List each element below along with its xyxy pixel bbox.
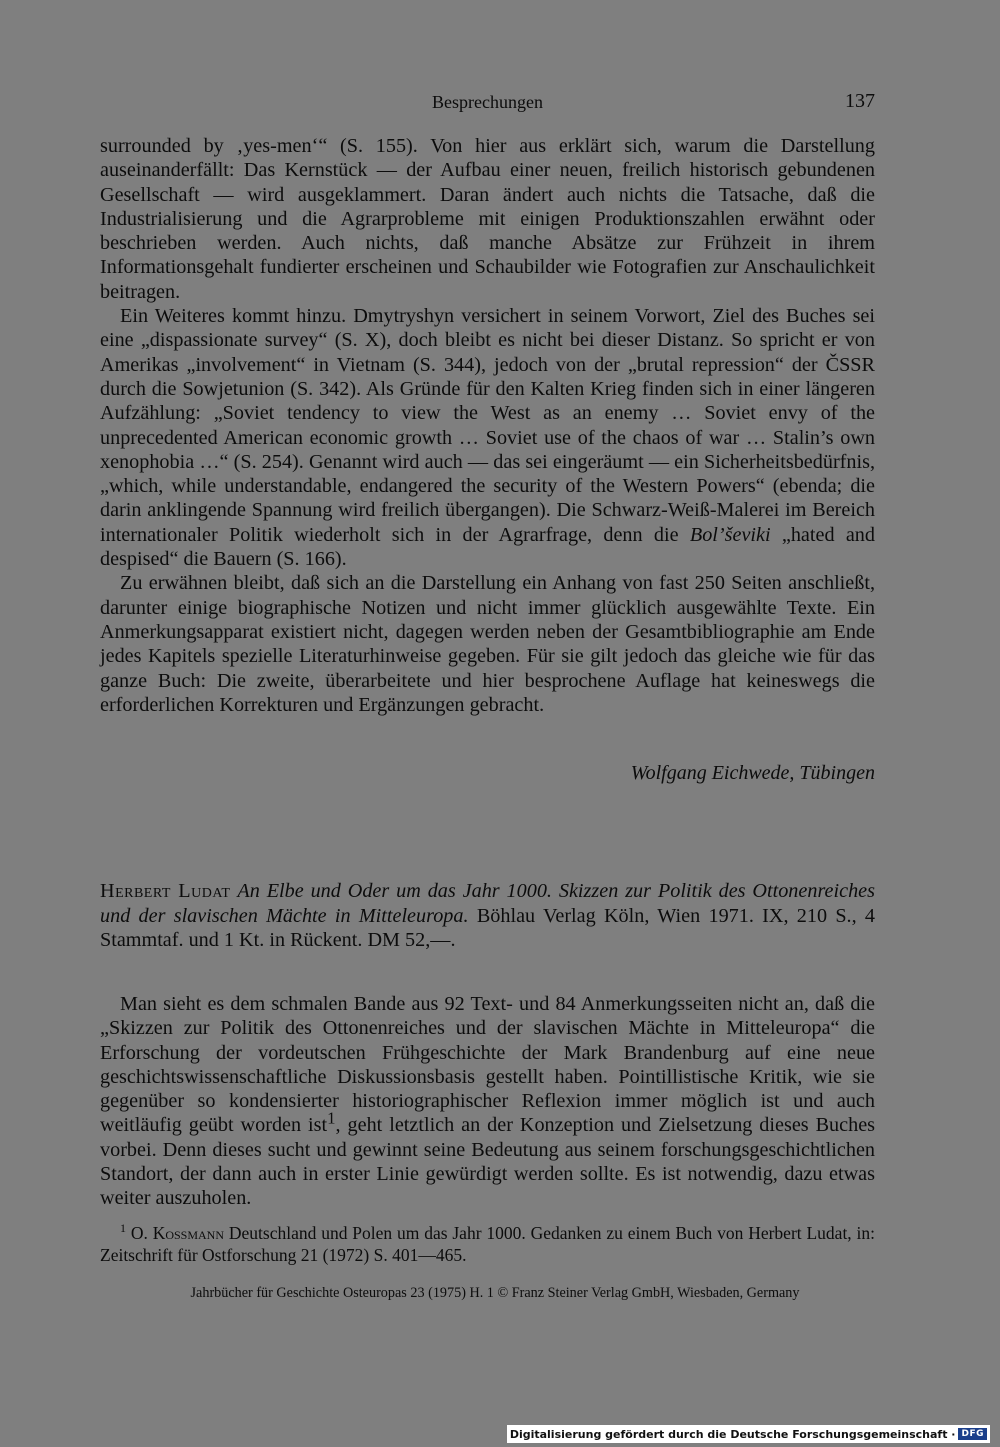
running-head: Besprechungen	[432, 92, 543, 112]
page-header	[100, 90, 875, 118]
review-1-body	[100, 134, 875, 717]
footnote-reference: 1	[327, 1108, 336, 1128]
footnote-author: O. Kossmann	[130, 1223, 225, 1243]
paragraph-text: Ein Weiteres kommt hinzu. Dmytryshyn versichert in seinem Vorwort, Ziel des Buches sei eine „dispassionate survey“ (S. X), doch bleibt es nicht bei dieser Distanz. So spricht er von Amerikas „involvement“ in Vietnam (S. 344), jedoch von der „brutal repression“ der ČSSR durch die Sowjetunion (S. 342). Als Gründe für den Kalten Krieg finden sich in einer längeren Aufzählung: „Soviet tendency to view the West as an enemy … Soviet envy of the unprecedented American economic growth … Soviet use of the chaos of war … Stalin’s own xenophobia …“ (S. 254). Genannt wird auch — das sei eingeräumt — ein Sicherheitsbedürfnis, „which, while understandable, endangered the security of the Western Powers“ (ebenda; die darin anklingende Spannung wird freilich übergangen). Die Schwarz-Weiß-Malerei im Bereich internationaler Politik wiederholt sich in der Agrarfrage, denn die	[100, 305, 875, 546]
review-1-paragraph-1: surrounded by ‚yes-men‘“ (S. 155). Von hier aus erklärt sich, warum die Darstellung auseinanderfällt: Das Kernstück — der Aufbau einer neuen, freilich historisch gebundenen Gesellschaft — wird ausgeklammert. Daran ändert auch nichts die Tatsache, daß die Industrialisierung und die Agrarprobleme mit einigen Produktionszahlen erwähnt oder beschrieben werden. Auch nichts, daß manche Absätze zur Frühzeit in ihrem Informationsgehalt fundierter erscheinen und Schaubilder wie Fotografien zur Anschaulichkeit beitragen.	[100, 135, 875, 303]
review-2-paragraph-1	[100, 992, 875, 1211]
publication-details: Böhlau Verlag Köln, Wien 1971. IX, 210 S., 4 Stammtaf. und 1 Kt. in Rückent. DM 52,—.	[100, 904, 875, 951]
book-title: An Elbe und Oder um das Jahr 1000. Skizzen zur Politik des Ottonenreiches und der slavischen Mächte in Mitteleuropa.	[100, 880, 875, 927]
review-1-paragraph-2	[100, 304, 875, 571]
footnote-text: Deutschland und Polen um das Jahr 1000. Gedanken zu einem Buch von Herbert Ludat, in: Zeitschrift für Ostforschung 21 (1972) S. 401—465.	[100, 1223, 875, 1265]
footnote	[100, 1223, 875, 1266]
paragraph-text: , geht letztlich an der Konzeption und Zielsetzung dieses Buches vorbei. Denn dieses sucht und gewinnt seine Bedeutung aus seinem forschungsgeschichtlichen Standort, der dann auch in erster Linie gewürdigt werden sollte. Es ist notwendig, dazu etwas weiter auszuholen.	[100, 1114, 876, 1210]
page-number: 137	[845, 90, 875, 112]
dfg-funding-notice	[507, 1425, 990, 1443]
paragraph-text: „hated and despised“ die Bauern (S. 166).	[100, 523, 875, 571]
footnote-marker: 1	[120, 1221, 126, 1236]
italic-term: Bol’ševiki	[689, 523, 771, 546]
dfg-logo: DFG	[958, 1428, 987, 1440]
bibliographic-entry	[100, 879, 875, 953]
reviewer-signature: Wolfgang Eichwede, Tübingen	[630, 762, 875, 784]
review-2-body	[100, 992, 875, 1211]
journal-footer: Jahrbücher für Geschichte Osteuropas 23 (1975) H. 1 © Franz Steiner Verlag GmbH, Wiesbaden, Germany	[190, 1285, 800, 1301]
book-author: Herbert Ludat	[100, 880, 231, 902]
dfg-funding-text: Digitalisierung gefördert durch die Deutsche Forschungsgemeinschaft ·	[509, 1427, 956, 1441]
paragraph-text: Man sieht es dem schmalen Bande aus 92 Text- und 84 Anmerkungsseiten nicht an, daß die „Skizzen zur Politik des Ottonenreiches und der slavischen Mächte in Mitteleuropa“ die Erforschung der vordeutschen Frühgeschichte der Mark Brandenburg auf eine neue geschichtswissenschaftliche Diskussionsbasis gestellt haben. Pointillistische Kritik, wie sie gegenüber so kondensierter historiographischer Reflexion immer möglich ist und auch weitläufig geübt worden ist	[100, 993, 875, 1137]
review-1-paragraph-3: Zu erwähnen bleibt, daß sich an die Darstellung ein Anhang von fast 250 Seiten anschließt, darunter einige biographische Notizen und nicht immer glücklich ausgewählte Texte. Ein Anmerkungsapparat existiert nicht, dagegen werden neben der Gesamtbibliographie am Ende jedes Kapitels spezielle Literaturhinweise gegeben. Für sie gilt jedoch das gleiche wie für das ganze Buch: Die zweite, überarbeitete und hier besprochene Auflage hat keineswegs die erforderlichen Korrekturen und Ergänzungen gebracht.	[100, 572, 875, 716]
